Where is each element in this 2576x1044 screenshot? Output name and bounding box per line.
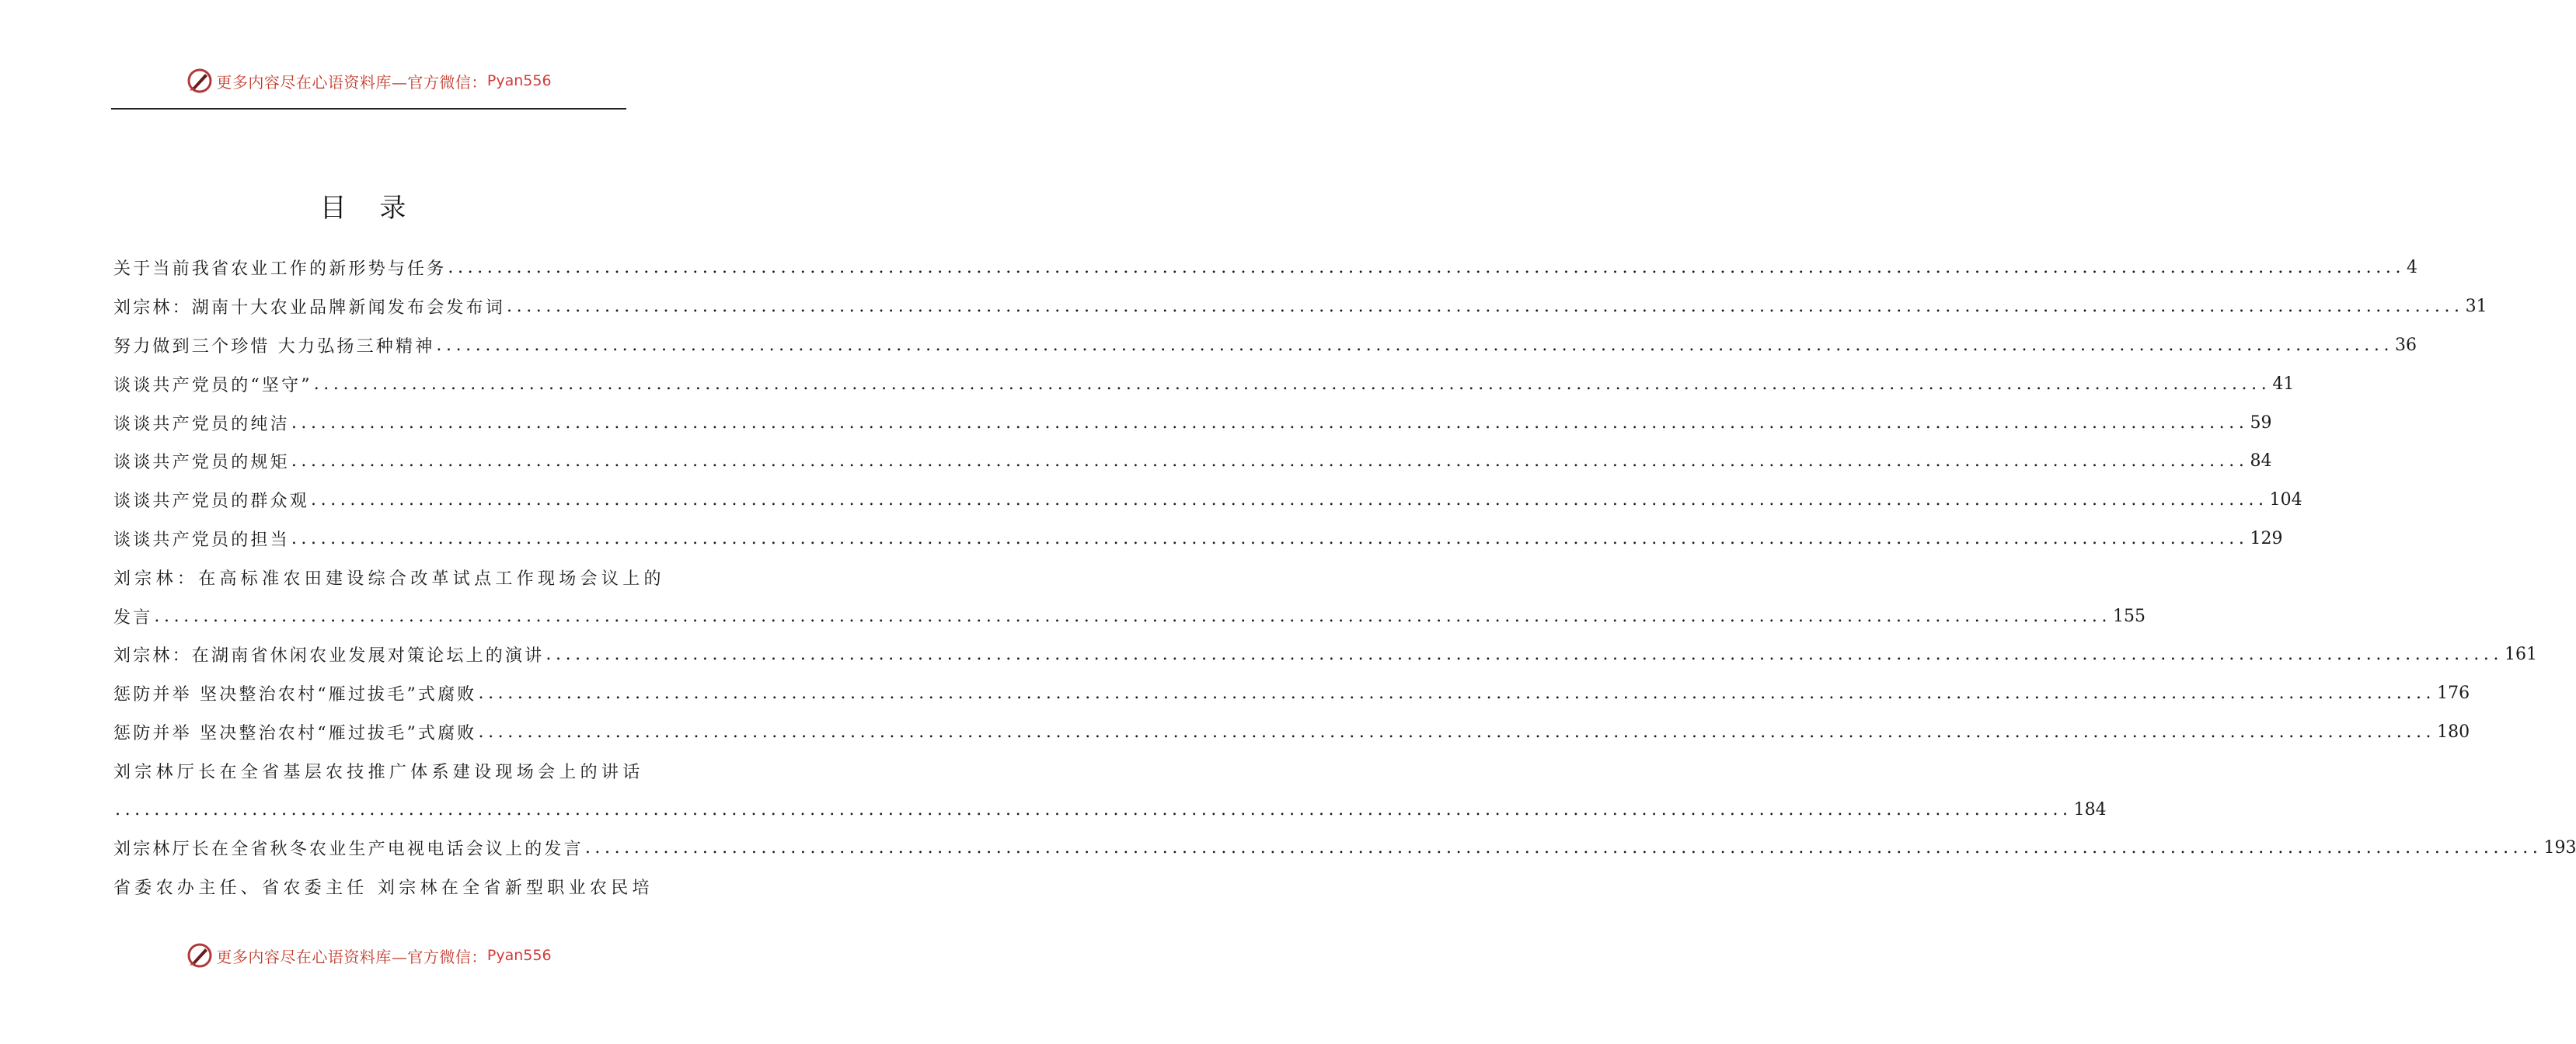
toc-entry-page: 31 xyxy=(2465,297,2487,317)
toc-entry-page: 180 xyxy=(2437,722,2470,742)
toc-entry-page: 193 xyxy=(2543,838,2576,858)
toc-entry[interactable] xyxy=(113,364,2295,403)
header-divider xyxy=(111,108,626,110)
toc-entry-page: 36 xyxy=(2395,335,2417,355)
toc-entry-title: 谈谈共产党员的群众观 xyxy=(113,492,310,512)
toc-entry-title: 省委农办主任、省农委主任 刘宗林在全省新型职业农民培 xyxy=(113,879,654,899)
banner-text: 更多内容尽在心语资料库—官方微信： xyxy=(216,72,487,92)
toc-entry-page: 4 xyxy=(2407,258,2418,278)
toc-leader-dots: ........................................................................................................................................................................................................ xyxy=(311,490,2268,510)
toc-entry-title: 谈谈共产党员的担当 xyxy=(113,530,290,550)
toc-leader-dots: ........................................................................................................................................................................................................ xyxy=(584,838,2543,858)
toc-leader-dots: ........................................................................................................................................................................................................ xyxy=(478,684,2436,704)
toc-entry-page: 129 xyxy=(2250,528,2283,548)
toc-entry-title: 刘宗林厅长在全省基层农技推广体系建设现场会上的讲话 xyxy=(113,762,644,782)
pen-logo-icon xyxy=(186,68,213,94)
table-of-contents xyxy=(113,249,2576,907)
toc-leader-dots: ........................................................................................................................................................................................................ xyxy=(478,722,2436,742)
toc-entry[interactable] xyxy=(113,790,2107,829)
banner-text: 更多内容尽在心语资料库—官方微信： xyxy=(216,947,487,966)
toc-entry-page: 161 xyxy=(2505,645,2538,665)
toc-entry[interactable] xyxy=(113,249,2418,287)
toc-entry-title: 谈谈共产党员的规矩 xyxy=(113,453,290,473)
toc-leader-dots: ........................................................................................................................................................................................................ xyxy=(448,258,2406,278)
toc-entry-title: 关于当前我省农业工作的新形势与任务 xyxy=(113,259,447,280)
toc-entry[interactable] xyxy=(113,635,2538,674)
toc-entry[interactable] xyxy=(113,829,2576,868)
toc-leader-dots: ........................................................................................................................................................................................................ xyxy=(291,451,2249,472)
toc-entry-title: 刘宗林厅长在全省秋冬农业生产电视电话会议上的发言 xyxy=(113,840,584,860)
toc-entry-page: 184 xyxy=(2073,799,2107,820)
toc-entry-title: 努力做到三个珍惜 大力弘扬三种精神 xyxy=(113,336,435,357)
toc-entry[interactable] xyxy=(113,674,2470,713)
toc-entry[interactable] xyxy=(113,287,2487,326)
toc-entry-title: 谈谈共产党员的纯洁 xyxy=(113,414,290,434)
toc-entry-page: 41 xyxy=(2272,374,2295,394)
toc-entry[interactable] xyxy=(113,597,2146,635)
toc-entry-title: 谈谈共产党员的“坚守” xyxy=(113,375,312,395)
toc-entry[interactable] xyxy=(113,868,654,907)
toc-entry-title: 发言 xyxy=(113,607,153,628)
toc-entry[interactable] xyxy=(113,403,2272,442)
wechat-id: Pyan556 xyxy=(486,947,552,964)
toc-entry[interactable] xyxy=(113,481,2302,520)
toc-entry[interactable] xyxy=(113,558,665,597)
toc-entry-title: 刘宗林：湖南十大农业品牌新闻发布会发布词 xyxy=(113,298,506,318)
toc-leader-dots: ........................................................................................................................................................................................................ xyxy=(291,412,2249,433)
toc-leader-dots: ........................................................................................................................................................................................................ xyxy=(115,799,2072,820)
toc-entry-title: 惩防并举 坚决整治农村“雁过拔毛”式腐败 xyxy=(113,685,477,705)
header-banner xyxy=(0,65,738,96)
toc-leader-dots: ........................................................................................................................................................................................................ xyxy=(436,335,2394,355)
toc-entry[interactable] xyxy=(113,713,2470,752)
toc-entry-title: 刘宗林：在高标准农田建设综合改革试点工作现场会议上的 xyxy=(113,569,665,589)
toc-entry-page: 155 xyxy=(2113,606,2146,626)
toc-entry[interactable] xyxy=(113,751,644,790)
page-title: 目 录 xyxy=(319,193,419,224)
toc-entry-page: 59 xyxy=(2250,412,2272,433)
footer-banner xyxy=(0,940,738,971)
toc-entry[interactable] xyxy=(113,520,2283,559)
toc-entry[interactable] xyxy=(113,442,2272,481)
toc-leader-dots: ........................................................................................................................................................................................................ xyxy=(313,374,2271,394)
toc-entry-page: 176 xyxy=(2437,684,2470,704)
pen-logo-icon xyxy=(186,942,213,969)
toc-leader-dots: ........................................................................................................................................................................................................ xyxy=(154,606,2112,626)
toc-entry-page: 104 xyxy=(2269,490,2302,510)
toc-leader-dots: ........................................................................................................................................................................................................ xyxy=(507,297,2464,317)
toc-entry-title: 刘宗林：在湖南省休闲农业发展对策论坛上的演讲 xyxy=(113,646,545,666)
toc-entry[interactable] xyxy=(113,326,2417,365)
toc-entry-title: 惩防并举 坚决整治农村“雁过拔毛”式腐败 xyxy=(113,723,477,743)
toc-leader-dots: ........................................................................................................................................................................................................ xyxy=(546,645,2504,665)
toc-entry-page: 84 xyxy=(2250,451,2272,472)
wechat-id: Pyan556 xyxy=(486,72,552,89)
toc-leader-dots: ........................................................................................................................................................................................................ xyxy=(291,528,2249,548)
